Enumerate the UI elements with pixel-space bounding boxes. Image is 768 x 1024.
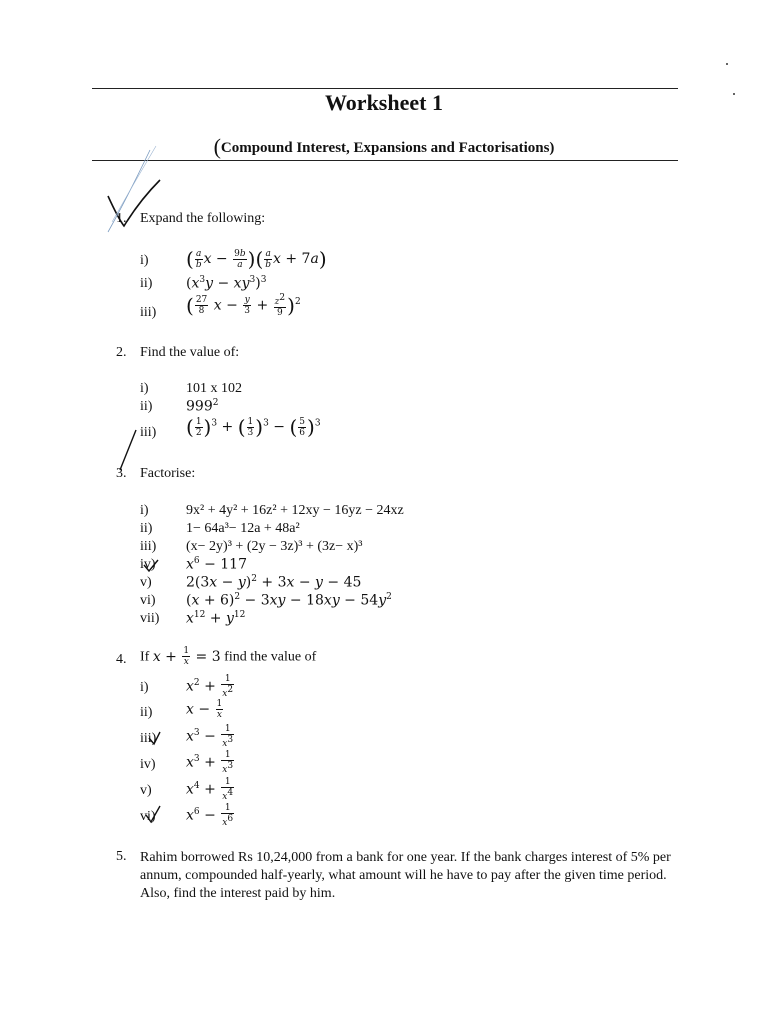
q3-item-expression: 9x² + 4y² + 16z² + 12xy − 16yz − 24xz (186, 503, 404, 518)
slash-mark-icon (120, 430, 136, 470)
q2-item-expression: $999^2$ (186, 398, 219, 415)
q2-item-label: i) (140, 381, 149, 396)
q1-item-label: i) (140, 253, 149, 268)
q4-item-label: iv) (140, 757, 156, 772)
q3-item-expression: 1− 64a³− 12a + 48a² (186, 521, 300, 536)
tick-mark-icon (144, 560, 158, 571)
tick-mark-icon (146, 806, 160, 822)
q4-item-label: i) (140, 680, 149, 695)
q3-item-expression: $(x + 6)^2 - 3xy - 18xy - 54y^2$ (186, 592, 392, 609)
question-3-number: 3. (116, 466, 127, 481)
q4-item-expression: $x^2$ + $\frac{1}{x^2}$ (186, 674, 234, 699)
q2-item-label: ii) (140, 399, 153, 414)
q1-item-expression: ( $\frac{a}{b}$ x − $\frac{9b}{a}$ )( $\frac{a}{b}$ x + 7a) (186, 247, 327, 271)
q3-item-label: iv) (140, 557, 156, 572)
q2-item-label: iii) (140, 425, 157, 440)
q1-item-expression: $(x^3y - xy^3)^3$ (186, 275, 267, 292)
q2-item-expression: ( $\frac{1}{2}$ )$^3$ + ( $\frac{1}{3}$ )$^3$ − ( $\frac{5}{6}$ )$^3$ (186, 415, 321, 439)
question-5-text: Rahim borrowed Rs 10,24,000 from a bank for one year. If the bank charges interest of 5% per annum, compounded half-yearly, what amount will he have to pay after the given time period. Also, find the interest paid by him. (140, 850, 671, 901)
question-3-text: Factorise: (140, 466, 196, 481)
question-2-text: Find the value of: (140, 345, 240, 360)
q4-item-label: iii) (140, 731, 157, 746)
worksheet-title: Worksheet 1 (325, 90, 443, 115)
q3-item-label: vii) (140, 611, 160, 626)
q2-item-expression: 101 x 102 (186, 381, 242, 396)
question-1-text: Expand the following: (140, 211, 266, 226)
q4-item-expression: $x^3$ − $\frac{1}{x^3}$ (186, 724, 234, 749)
q1-item-expression: ( $\frac{27}{8}$ x − $\frac{y}{3}$ + $\frac{z^2}{9}$ )$^2$ (186, 293, 301, 318)
q3-item-label: iii) (140, 539, 157, 554)
question-5-number: 5. (116, 849, 127, 864)
question-1-number: 1. (116, 211, 127, 226)
worksheet-subtitle: (Compound Interest, Expansions and Factorisations) (213, 134, 555, 159)
q4-item-expression: $x^3$ + $\frac{1}{x^3}$ (186, 750, 234, 775)
q4-item-label: ii) (140, 705, 153, 720)
q3-item-expression: $x^6 - 117$ (186, 556, 247, 573)
question-4-number: 4. (116, 652, 127, 667)
q3-item-label: v) (140, 575, 152, 590)
question-4-text: If x + $\frac{1}{x}$ = 3 find the value of (140, 646, 317, 667)
tick-mark-icon (149, 732, 160, 744)
checkmark-icon (108, 180, 160, 226)
pencil-stroke-icon (108, 150, 150, 232)
q3-item-label: ii) (140, 521, 153, 536)
q3-item-expression: $x^{12} + y^{12}$ (186, 610, 246, 627)
q4-item-expression: $x^6$ − $\frac{1}{x^6}$ (186, 803, 234, 828)
question-2-number: 2. (116, 345, 127, 360)
q3-item-expression: (x− 2y)³ + (2y − 3z)³ + (3z− x)³ (186, 539, 363, 554)
q3-item-label: vi) (140, 593, 156, 608)
q1-item-label: ii) (140, 276, 153, 291)
q1-item-label: iii) (140, 305, 157, 320)
q4-item-label: vi) (140, 809, 156, 824)
q3-item-expression: $2(3x - y)^2 + 3x - y - 45$ (186, 574, 362, 591)
q4-item-label: v) (140, 783, 152, 798)
q4-item-expression: $x^4$ + $\frac{1}{x^4}$ (186, 777, 234, 802)
q3-item-label: i) (140, 503, 149, 518)
q4-item-expression: x − $\frac{1}{x}$ (186, 699, 223, 720)
